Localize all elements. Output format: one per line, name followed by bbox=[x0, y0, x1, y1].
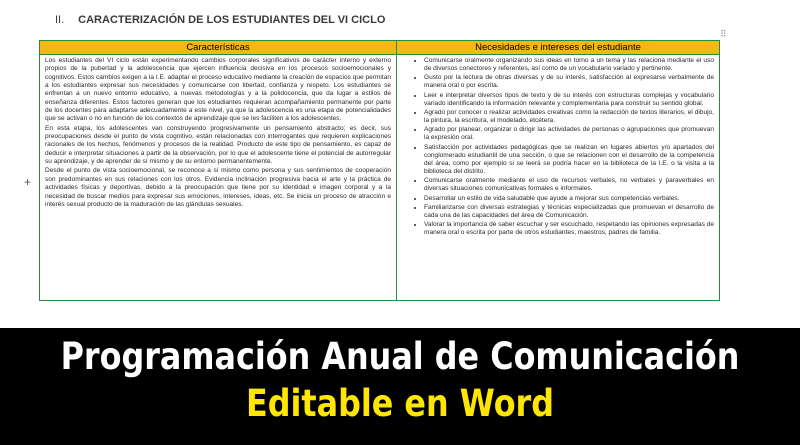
section-heading bbox=[55, 14, 385, 26]
header-necesidades: Necesidades e intereses del estudiante bbox=[397, 41, 720, 55]
header-caracteristicas: Características bbox=[40, 41, 397, 55]
characteristics-paragraph: Desde el punto de vista socioemocional, se reconoce a sí mismo como persona y sus sentimientos de cooperación son predominantes en sus relaciones con los otros. Evidencia inclinación progresiva hacia el arte y la práctica de actividades físicas y deportivas, debido a la preocupación que tiene por su identidad e imagen corporal y a la necesidad de buscar medios para expresar sus emociones, intereses, ideas, etc. Se inicia un proceso de atracción e interés sexual producto de la maduración de las glándulas sexuales. bbox=[45, 167, 391, 208]
needs-cell[interactable] bbox=[397, 55, 720, 301]
characteristics-paragraph: Los estudiantes del VI ciclo están experimentando cambios corporales significativos de carácter interno y externo propios de la pubertad y la adolescencia que ejercen influencia decisiva en los procesos socioemocionales y cognitivos. Estos cambios exigen a la I.E. adaptar el proceso educativo mediante la creación de espacios que permitan a los estudiantes expresar sus necesidades y comunicarse con libertad, confianza y respeto. Los estudiantes se enfrentan a un nuevo entorno educativo, a nuevas metodologías y a la polidocencia, que da lugar a estilos de enseñanza diferentes. Estos factores generan que los estudiantes requieran acompañamiento permanente por parte de los docentes para adaptarse adecuadamente a este nivel, ya que la adolescencia es una etapa de potencialidades que se activan o no en función de los contextos de aprendizaje que se les faciliten a los adolescentes. bbox=[45, 57, 391, 123]
list-item: • Leer e interpretar diversos tipos de texto y de su interés con estructuras complejas y vocabulario variado identificando la información relevante y complementaria para construir su sentido global. bbox=[424, 92, 714, 108]
list-item: • Comunicarse oralmente organizando sus ideas en torno a un tema y las relaciona mediante el uso de diversos conectores y referentes, así como de un vocabulario variado y pertinente. bbox=[424, 57, 714, 73]
list-item: • Satisfacción por actividades pedagógicas que se realizan en lugares abiertos y/o apartados del conglomerado estudiantil de una sección, o que se relacionen con el desarrollo de la competencia del área, como por ejemplo si se leerá se podría hacer en la biblioteca de la I.E. o la visita a la biblioteca del distrito. bbox=[424, 144, 714, 177]
list-item: • Familiarizarse con diversas estrategias y técnicas especializadas que promuevan el desarrollo de cada una de las capacidades del área de Comunicación. bbox=[424, 204, 714, 220]
needs-list bbox=[402, 57, 714, 237]
list-item: • Agrado por planear, organizar o dirigir las actividades de personas o agrupaciones que promuevan la expresión oral. bbox=[424, 126, 714, 142]
list-item: • Gusto por la lectura de obras diversas y de su interés, satisfacción al expresarse verbalmente de manera oral o por escrita. bbox=[424, 74, 714, 90]
characteristics-paragraph: En esta etapa, los adolescentes van construyendo progresivamente un pensamiento abstracto; es decir, sus preocupaciones desde el punto de vista cognitivo, están relacionadas con interrogantes que requieren explicaciones racionales de los hechos, fenómenos y procesos de la realidad. Producto de este tipo de pensamiento, es capaz de deducir e interpretar situaciones a partir de la observación, por lo que el adolescente tiene el potencial de autorregular su aprendizaje, y de aprender de sí mismo y de su entorno permanentemente. bbox=[45, 124, 391, 166]
list-item: • Valorar la importancia de saber escuchar y ser escuchado, respetando las opiniones expresadas de manera oral o escrita por parte de otros estudiantes, maestros, padres de familia. bbox=[424, 221, 714, 237]
list-item: • Desarrollar un estilo de vida saludable que ayude a mejorar sus competencias verbales. bbox=[424, 195, 714, 203]
section-number: II. bbox=[55, 14, 65, 26]
grip-dots-icon[interactable]: ⠿ bbox=[720, 30, 726, 40]
banner-title-line1: Programación Anual de Comunicación bbox=[60, 335, 740, 378]
list-item: • Comunicarse oralmente mediante el uso de recursos verbales, no verbales y paraverbales en diversas situaciones comunicativas formales e informales. bbox=[424, 177, 714, 193]
characterization-table bbox=[39, 40, 720, 301]
banner-title-line2: Editable en Word bbox=[245, 382, 555, 425]
list-item: • Agrado por conocer o realizar actividades creativas como la redacción de textos literarios, el dibujo, la pintura, la escritura, el modelado, etcétera. bbox=[424, 109, 714, 125]
table-row bbox=[40, 55, 720, 301]
section-title: CARACTERIZACIÓN DE LOS ESTUDIANTES DEL VI CICLO bbox=[78, 14, 386, 26]
plus-move-handle-icon[interactable]: + bbox=[24, 175, 32, 189]
table-header-row bbox=[40, 41, 720, 55]
characteristics-cell[interactable] bbox=[40, 55, 397, 301]
